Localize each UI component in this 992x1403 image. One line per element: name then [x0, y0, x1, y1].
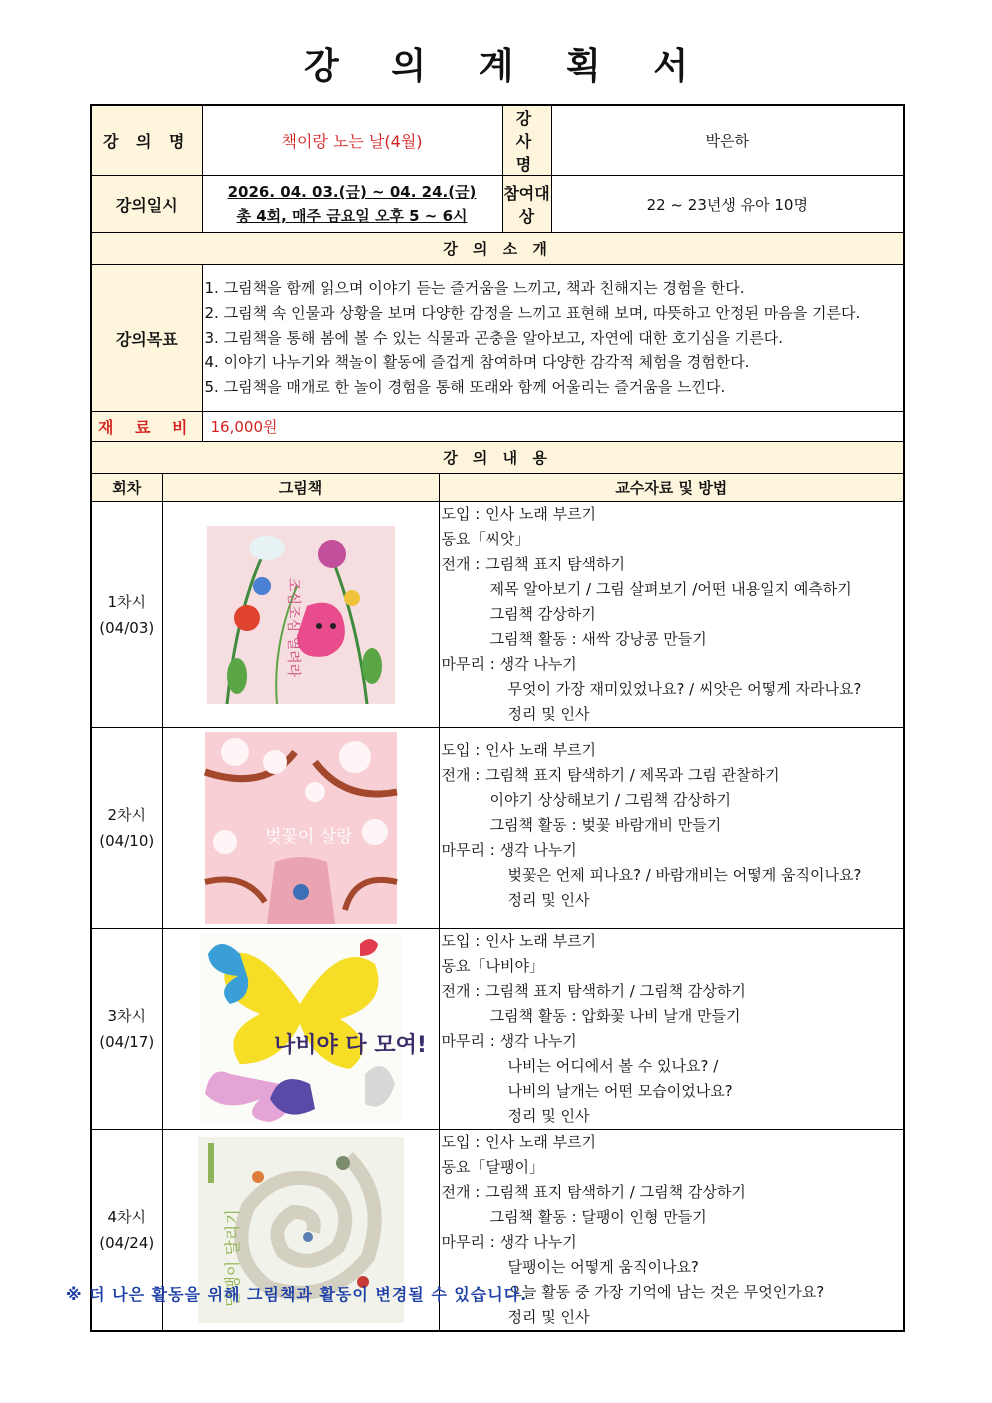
method-line: 달팽이는 어떻게 움직이나요? — [507, 1258, 699, 1276]
method-line: 정리 및 인사 — [507, 891, 590, 909]
method-line: 도입 : 인사 노래 부르기 — [441, 505, 597, 523]
cover-title: 벚꽃이 살랑 — [264, 827, 353, 847]
session-date: (04/03) — [99, 618, 155, 637]
book-cover-2 — [162, 728, 439, 929]
method-line: 이야기 상상해보기 / 그림책 감상하기 — [489, 791, 731, 809]
content-section-header: 강 의 내 용 — [91, 442, 904, 474]
method-line: 정리 및 인사 — [507, 1107, 590, 1125]
goals-label: 강의목표 — [91, 265, 202, 412]
material-fee-label: 재 료 비 — [91, 412, 202, 442]
book-cover-image — [200, 934, 427, 1124]
intro-section-header: 강 의 소 개 — [91, 233, 904, 265]
goal-item: 5. 그림책을 매개로 한 놀이 경험을 통해 또래와 함께 어울리는 즐거움을 느낀다. — [204, 378, 726, 397]
session-row — [91, 502, 904, 728]
session-method-3 — [439, 929, 904, 1130]
book-cover-1 — [162, 502, 439, 728]
method-line: 오늘 활동 중 가장 기억에 남는 것은 무엇인가요? — [507, 1283, 825, 1301]
session-row — [91, 929, 904, 1130]
book-column-header: 그림책 — [162, 474, 439, 502]
method-line: 마무리 : 생각 나누기 — [441, 1233, 577, 1251]
method-column-header: 교수자료 및 방법 — [439, 474, 904, 502]
document-title: 강 의 계 획 서 — [303, 45, 708, 87]
method-line: 도입 : 인사 노래 부르기 — [441, 741, 597, 759]
method-line: 그림책 활동 : 달팽이 인형 만들기 — [489, 1208, 707, 1226]
method-line: 동요「나비야」 — [441, 957, 544, 975]
cover-title: 나비야 다 모여! — [273, 1033, 427, 1058]
instructor-name: 박은하 — [551, 105, 904, 176]
session-column-header: 회차 — [91, 474, 162, 502]
instructor-label: 강 사 명 — [502, 105, 551, 176]
session-method-1 — [439, 502, 904, 728]
method-line: 전개 : 그림책 표지 탐색하기 — [441, 555, 626, 573]
lecture-date-label: 강의일시 — [91, 176, 202, 233]
method-line: 그림책 활동 : 압화꽃 나비 날개 만들기 — [489, 1007, 741, 1025]
method-line: 그림책 감상하기 — [489, 605, 596, 623]
lecture-plan-table — [90, 104, 905, 1332]
session-number: 4차시 — [107, 1208, 147, 1226]
session-date: (04/17) — [99, 1033, 155, 1051]
session-date: (04/10) — [99, 832, 155, 850]
course-name: 책이랑 노는 날(4월) — [202, 105, 502, 176]
method-line: 그림책 활동 : 새싹 강낭콩 만들기 — [489, 630, 707, 648]
method-line: 도입 : 인사 노래 부르기 — [441, 1133, 597, 1151]
session-row — [91, 728, 904, 929]
book-cover-image — [207, 526, 395, 704]
method-line: 무엇이 가장 재미있었나요? / 씨앗은 어떻게 자라나요? — [507, 680, 862, 698]
method-line: 나비는 어디에서 볼 수 있나요? / — [507, 1057, 719, 1075]
footnote: ※ 더 나은 활동을 위해 그림책과 활동이 변경될 수 있습니다. — [66, 1285, 528, 1304]
course-name-label: 강 의 명 — [91, 105, 202, 176]
goal-item: 3. 그림책을 통해 봄에 볼 수 있는 식물과 곤충을 알아보고, 자연에 대한 호기심을 기른다. — [204, 328, 784, 347]
method-line: 그림책 활동 : 벚꽃 바람개비 만들기 — [489, 816, 722, 834]
method-line: 마무리 : 생각 나누기 — [441, 655, 577, 673]
method-line: 정리 및 인사 — [507, 705, 590, 723]
method-line: 나비의 날개는 어떤 모습이었나요? — [507, 1082, 733, 1100]
goal-item: 2. 그림책 속 인물과 상황을 보며 다양한 감정을 느끼고 표현해 보며, 따뜻하고 안정된 마음을 기른다. — [204, 303, 861, 322]
session-number: 1차시 — [107, 592, 147, 611]
session-method-2 — [439, 728, 904, 929]
session-date: (04/24) — [99, 1234, 155, 1252]
cover-title: 조심조심 열려라 — [284, 577, 301, 677]
method-line: 마무리 : 생각 나누기 — [441, 1032, 577, 1050]
goal-item: 1. 그림책을 함께 읽으며 이야기 듣는 즐거움을 느끼고, 책과 친해지는 경험을 한다. — [204, 279, 745, 297]
method-line: 전개 : 그림책 표지 탐색하기 / 그림책 감상하기 — [441, 982, 746, 1000]
method-line: 전개 : 그림책 표지 탐색하기 / 제목과 그림 관찰하기 — [441, 766, 780, 784]
cover-title: 달팽이 달리기 — [222, 1209, 242, 1307]
method-line: 동요「달팽이」 — [441, 1158, 544, 1176]
method-line: 전개 : 그림책 표지 탐색하기 / 그림책 감상하기 — [441, 1183, 746, 1201]
method-line: 벚꽃은 언제 피나요? / 바람개비는 어떻게 움직이나요? — [507, 866, 862, 884]
target-participants: 22 ~ 23년생 유아 10명 — [551, 176, 904, 233]
book-cover-image — [205, 732, 397, 924]
lecture-date-range: 2026. 04. 03.(금) ~ 04. 24.(금) — [227, 183, 477, 201]
lecture-schedule: 총 4회, 매주 금요일 오후 5 ~ 6시 — [236, 207, 468, 225]
goal-item: 4. 이야기 나누기와 책놀이 활동에 즐겁게 참여하며 다양한 감각적 체험을 경험한다. — [204, 353, 750, 372]
method-line: 도입 : 인사 노래 부르기 — [441, 932, 597, 950]
goals-list — [202, 265, 904, 412]
method-line: 제목 알아보기 / 그림 살펴보기 /어떤 내용일지 예측하기 — [489, 580, 852, 598]
session-number: 2차시 — [107, 806, 147, 824]
material-fee: 16,000원 — [202, 412, 904, 442]
book-cover-3 — [162, 929, 439, 1130]
method-line: 마무리 : 생각 나누기 — [441, 841, 577, 859]
method-line: 정리 및 인사 — [507, 1308, 590, 1326]
target-label: 참여대상 — [502, 176, 551, 233]
method-line: 동요「씨앗」 — [441, 530, 530, 548]
session-number: 3차시 — [107, 1007, 147, 1025]
